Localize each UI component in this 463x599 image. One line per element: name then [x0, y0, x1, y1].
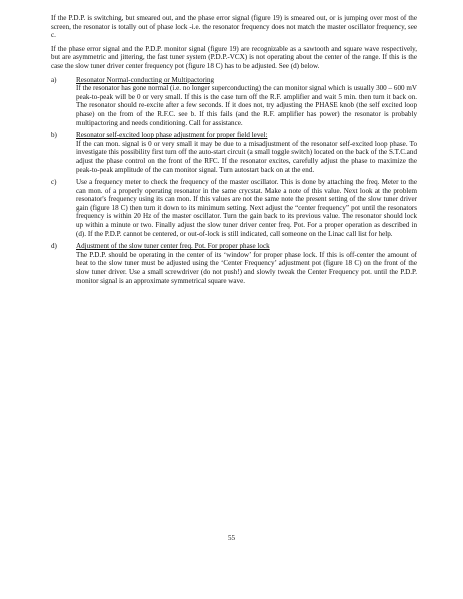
list-item-heading: Resonator self-excited loop phase adjustment for proper field level:	[76, 131, 268, 140]
list-item-heading: Resonator Normal-conducting or Multipactoring	[76, 75, 215, 84]
list-marker: d)	[51, 242, 57, 251]
list-item	[51, 76, 417, 128]
troubleshooting-list	[51, 76, 417, 286]
list-item-heading: Adjustment of the slow tuner center freq. Pot. For proper phase lock	[76, 242, 270, 251]
list-item-body: If the resonator has gone normal (i.e. no longer superconducting) the can monitor signal which is usually 300 – 600 mV peak-to-peak will be 0 or very small. If this is the case turn off the R.F. amplifier and wait 5 min. then turn it back on. The resonator should re-excite after a few seconds. If it does not, try adjusting the PHASE knob (the self excited loop phase) on the from of the R.F.C. see b. If this fails (and the R.F. amplifier has power) the resonator is probably multipactoring and needs conditioning. Call for assistance.	[76, 84, 417, 127]
list-item-body: If the can mon. signal is 0 or very small it may be due to a misadjustment of the resonator self-excited loop phase. To investigate this possibility first turn off the auto-start circuit (a small toggle switch) located on the back of the S.T.C.and adjust the phase control on the front of the RFC. If the resonator excites, carefully adjust the phase to maximize the peak-to-peak amplitude of the can monitor signal. Turn autostart back on at the end.	[76, 139, 417, 174]
page-number: 55	[227, 534, 236, 542]
list-item	[51, 242, 417, 285]
list-marker: c)	[51, 178, 57, 187]
paragraph-phase-error-signal: If the phase error signal and the P.D.P. monitor signal (figure 19) are recognizable as a sawtooth and square wave respectively, but are asymmetric and jittering, the fast tuner system (P.D.P.-VCX) is not operating about the center of the range. If this is the case the slow tuner driver center frequency pot (figure 18 C) has to be adjusted. See (d) below.	[51, 44, 417, 70]
list-item-body: The P.D.P. should be operating in the center of its ‘window’ for proper phase lock. If this is off-center the amount of heat to the slow tuner must be adjusted using the ‘Center Frequency’ adjustment pot (figure 18 C) on the front of the slow tuner driver. Use a small screwdriver (do not push!) and slowly tweak the Center Frequency pot. until the P.D.P. monitor signal is an approximate symmetrical square wave.	[76, 250, 417, 285]
list-marker: a)	[51, 75, 57, 84]
paragraph-pdp-switching: If the P.D.P. is switching, but smeared out, and the phase error signal (figure 19) is smeared out, or is jumping over most of the screen, the resonator is totally out of phase lock -i.e. the resonator frequency does not match the master oscillator frequency, see c.	[51, 14, 417, 40]
list-item	[51, 178, 417, 238]
list-marker: b)	[51, 131, 57, 140]
list-item-body: Use a frequency meter to check the frequency of the master oscillator. This is done by attaching the freq. Meter to the can mon. of a properly operating resonator in the same crycstat. Make a note of this value. Next look at the problem resonator's frequency using its can mon. If this values are not the same note the present setting of the slow tuner driver gain (figure 18 C) then turn it down to its minimum setting. Next adjust the “center frequency” pot until the resonators frequency is within 20 Hz of the master oscillator. Turn the gain back to its previous value. The resonator should lock up within a minute or two. Finally adjust the slow tuner driver center freq. Pot. For a proper operation as described in (d). If the P.D.P. cannot be centered, or out-of-lock is still indicated, call someone on the Linac call list for help.	[76, 178, 417, 238]
list-item	[51, 131, 417, 174]
